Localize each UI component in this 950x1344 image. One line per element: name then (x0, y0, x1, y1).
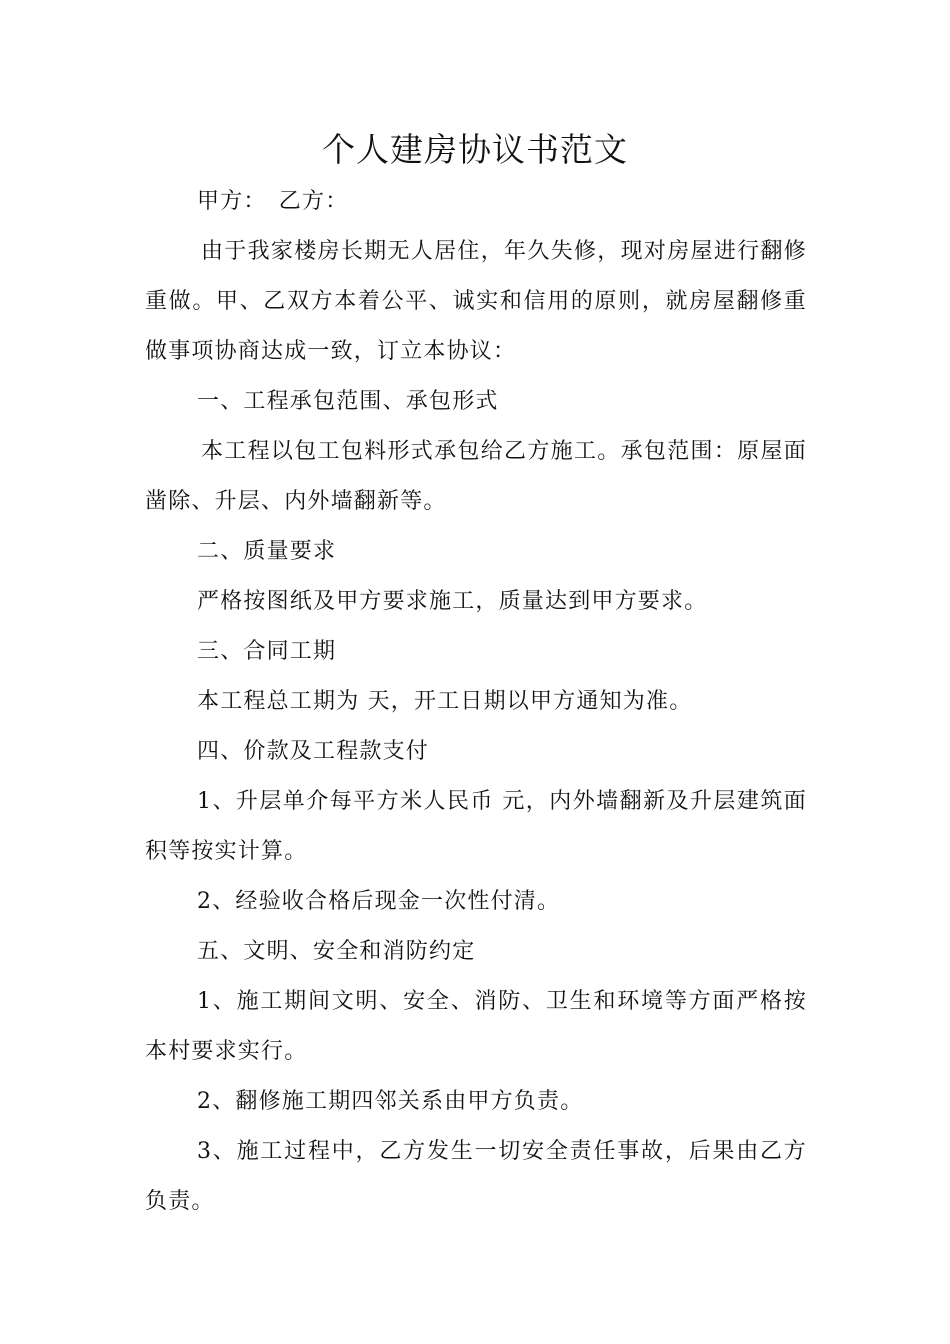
document-body (145, 177, 807, 1227)
section-heading-payment: 四、价款及工程款支付 (197, 739, 430, 764)
section-heading-schedule: 三、合同工期 (197, 639, 337, 664)
parties-line: 甲方： 乙方： (197, 189, 349, 214)
schedule-paragraph: 本工程总工期为 天，开工日期以甲方通知为准。 (197, 689, 693, 714)
payment-item-1: 1、升层单介每平方米人民币 元，内外墙翻新及升层建筑面积等按实计算。 (145, 789, 807, 864)
payment-item-2: 2、经验收合格后现金一次性付清。 (197, 889, 561, 914)
safety-item-2: 2、翻修施工期四邻关系由甲方负责。 (197, 1089, 584, 1114)
section-heading-scope: 一、工程承包范围、承包形式 (197, 389, 499, 414)
intro-paragraph: 由于我家楼房长期无人居住，年久失修，现对房屋进行翻修重做。甲、乙双方本着公平、诚实和信用的原则，就房屋翻修重做事项协商达成一致，订立本协议： (145, 239, 807, 364)
safety-item-3: 3、施工过程中，乙方发生一切安全责任事故，后果由乙方负责。 (145, 1139, 807, 1214)
safety-item-1: 1、施工期间文明、安全、消防、卫生和环境等方面严格按本村要求实行。 (145, 989, 807, 1064)
section-heading-safety: 五、文明、安全和消防约定 (197, 939, 476, 964)
scope-paragraph: 本工程以包工包料形式承包给乙方施工。承包范围：原屋面凿除、升层、内外墙翻新等。 (145, 439, 807, 514)
section-heading-quality: 二、质量要求 (197, 539, 337, 564)
quality-paragraph: 严格按图纸及甲方要求施工，质量达到甲方要求。 (197, 589, 708, 614)
document-title: 个人建房协议书范文 (322, 130, 628, 169)
